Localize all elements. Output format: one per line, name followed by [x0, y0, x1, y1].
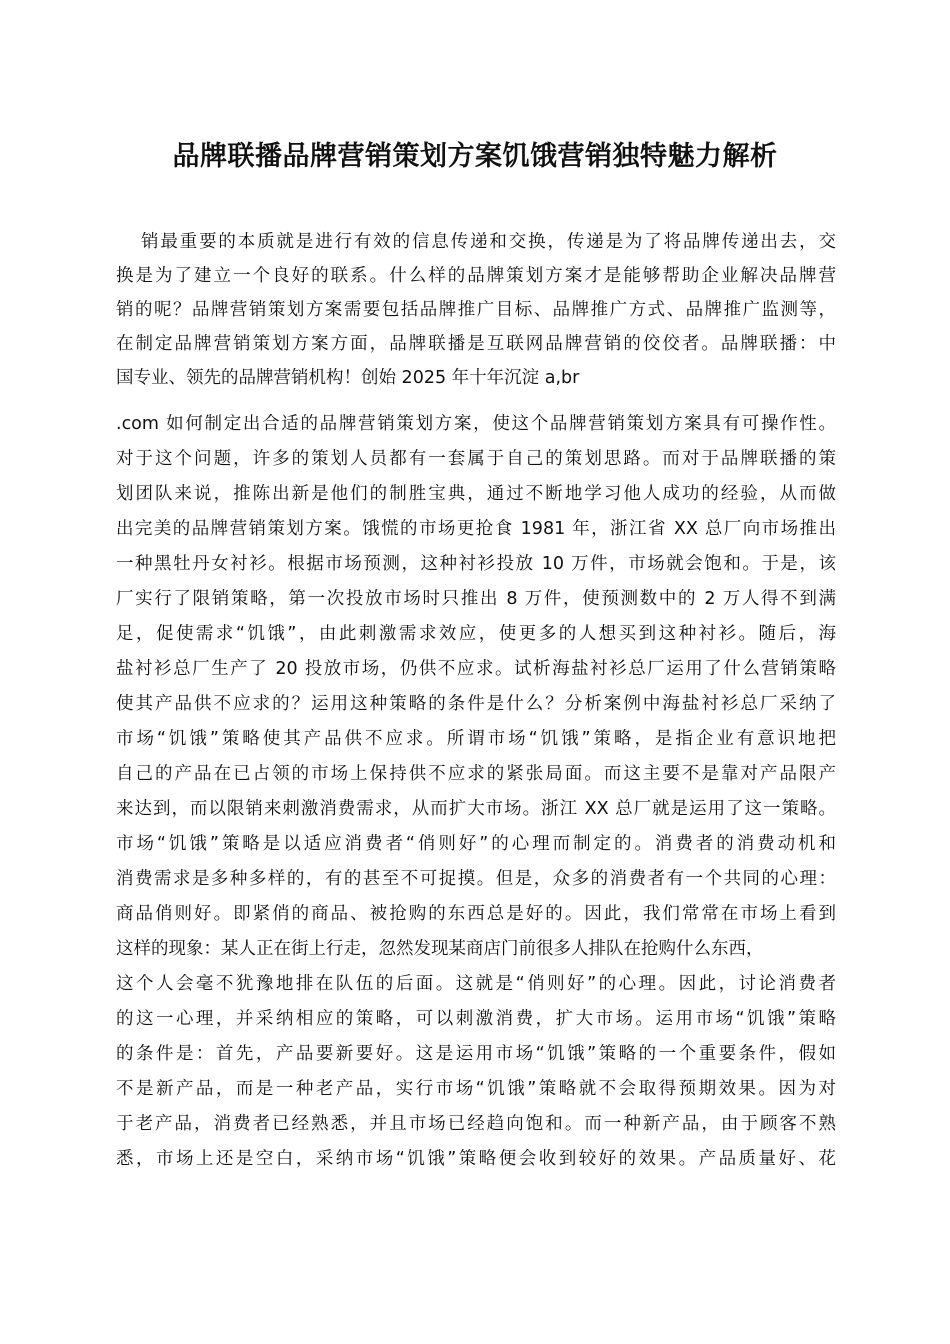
body-line: 的条件是：首先，产品要新要好。这是运用市场“饥饿”策略的一个重要条件，假如 [116, 1044, 836, 1064]
body-line: 市场“饥饿”策略是以适应消费者“俏则好”的心理而制定的。消费者的消费动机和 [116, 834, 836, 854]
body-line: 盐衬衫总厂生产了 20 投放市场，仍供不应求。试析海盐衬衫总厂运用了什么营销策略 [116, 659, 836, 679]
body-line: 这样的现象：某人正在街上行走，忽然发现某商店门前很多人排队在抢购什么东西， [116, 939, 764, 959]
body-line: 销的呢？品牌营销策划方案需要包括品牌推广目标、品牌推广方式、品牌推广监测等， [116, 300, 836, 320]
body-line: 市场“饥饿”策略使其产品供不应求。所谓市场“饥饿”策略，是指企业有意识地把 [116, 729, 836, 749]
body-line: 自己的产品在已占领的市场上保持供不应求的紧张局面。而这主要不是靠对产品限产 [116, 764, 836, 784]
body-line: 于老产品，消费者已经熟悉，并且市场已经趋向饱和。而一种新产品，由于顾客不熟 [116, 1114, 836, 1134]
document-title: 品牌联播品牌营销策划方案饥饿营销独特魅力解析 [172, 141, 778, 172]
body-line: .com 如何制定出合适的品牌营销策划方案，使这个品牌营销策划方案具有可操作性。 [116, 414, 836, 434]
body-line: 换是为了建立一个良好的联系。什么样的品牌策划方案才是能够帮助企业解决品牌营 [116, 266, 836, 286]
body-line: 在制定品牌营销策划方案方面，品牌联播是互联网品牌营销的佼佼者。品牌联播：中 [116, 334, 836, 354]
body-line: 一种黑牡丹女衬衫。根据市场预测，这种衬衫投放 10 万件，市场就会饱和。于是，该 [116, 554, 836, 574]
body-line: 对于这个问题，许多的策划人员都有一套属于自己的策划思路。而对于品牌联播的策 [116, 449, 836, 469]
body-line: 销最重要的本质就是进行有效的信息传递和交换，传递是为了将品牌传递出去，交 [141, 232, 836, 252]
body-line: 的这一心理，并采纳相应的策略，可以刺激消费，扩大市场。运用市场“饥饿”策略 [116, 1009, 836, 1029]
body-line: 国专业、领先的品牌营销机构！创始 2025 年十年沉淀 a,br [116, 368, 580, 388]
body-line: 商品俏则好。即紧俏的商品、被抢购的东西总是好的。因此，我们常常在市场上看到 [116, 904, 836, 924]
body-line: 消费需求是多种多样的，有的甚至不可捉摸。但是，众多的消费者有一个共同的心理： [116, 869, 836, 889]
body-line: 划团队来说，推陈出新是他们的制胜宝典，通过不断地学习他人成功的经验，从而做 [116, 484, 836, 504]
body-line: 不是新产品，而是一种老产品，实行市场“饥饿”策略就不会取得预期效果。因为对 [116, 1079, 836, 1099]
body-line: 这个人会毫不犹豫地排在队伍的后面。这就是“俏则好”的心理。因此，讨论消费者 [116, 974, 836, 994]
body-line: 足，促使需求“饥饿”，由此刺激需求效应，使更多的人想买到这种衬衫。随后，海 [116, 624, 836, 644]
body-line: 来达到，而以限销来刺激消费需求，从而扩大市场。浙江 XX 总厂就是运用了这一策略。 [116, 799, 836, 819]
body-line: 悉，市场上还是空白，采纳市场“饥饿”策略便会收到较好的效果。产品质量好、花 [116, 1149, 836, 1169]
body-line: 出完美的品牌营销策划方案。饿慌的市场更抢食 1981 年，浙江省 XX 总厂向市场推出 [116, 519, 836, 539]
body-line: 使其产品供不应求的？运用这种策略的条件是什么？分析案例中海盐衬衫总厂采纳了 [116, 694, 836, 714]
body-line: 厂实行了限销策略，第一次投放市场时只推出 8 万件，使预测数中的 2 万人得不到满 [116, 589, 836, 609]
